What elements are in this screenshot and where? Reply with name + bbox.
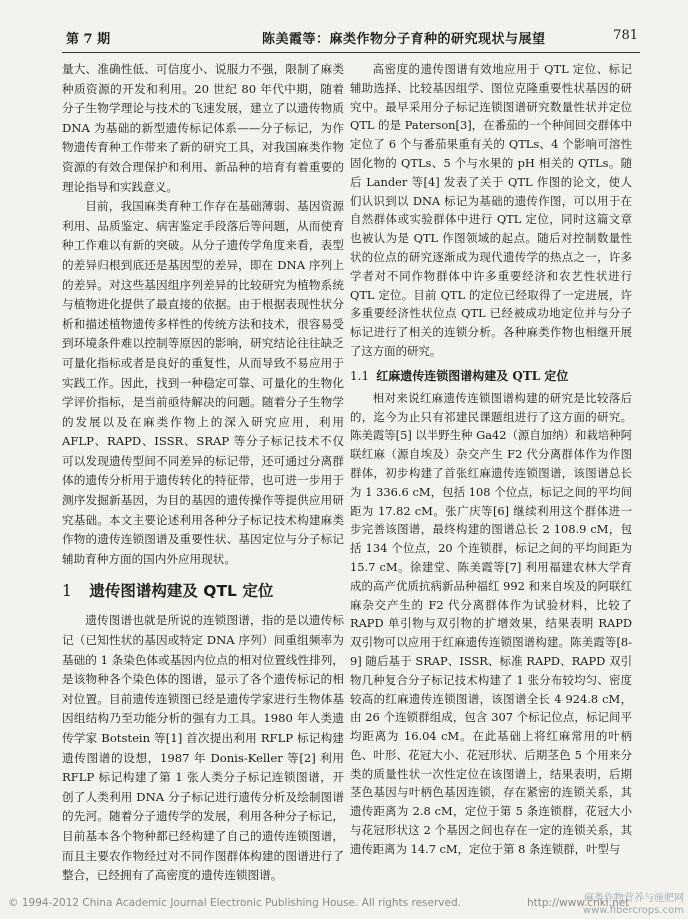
- left-column: [62, 60, 344, 886]
- subsection-heading: [350, 365, 632, 387]
- section-number: 1: [62, 582, 72, 601]
- running-title: 陈美霞等：麻类作物分子育种的研究现状与展望: [262, 32, 546, 47]
- site-link[interactable]: http://www.cnki.net: [527, 897, 630, 909]
- paragraph: 目前，我国麻类育种工作存在基础薄弱、基因资源利用、品质鉴定、病害鉴定手段落后等问题，从而使育种工作难以有新的突破。从分子遗传学角度来看，表型的差异归根到底还是基因型的差异，即在 DNA 序列上的差异。对这些基因组序列差异的比较研究为植物系统与植物进化提供了最直接的依据。由于根据表现性状分析和描述植物遗传多样性的传统方法和技术，很容易受到环境条件难以控制等原因的影响，研究结论往往缺乏可量化指标或者是良好的重复性，从而导致不易应用于实践工作。因此，找到一种稳定可靠、可量化的生物化学评价指标，是当前亟待解决的问题。随着分子生物学的发展以及在麻类作物上的深入研究应用，利用 AFLP、RAPD、ISSR、SRAP 等分子标记技术不仅可以发现遗传型间不同差异的标记带，还可通过分离群体的遗传分析用于遗传转化的特征带，也可进一步用于测序发掘新基因，为目的基因的遗传操作等提供应用研究基础。本文主要论述利用各种分子标记技术构建麻类作物的遗传连锁图谱及重要性状、基因定位与分子标记辅助育种方面的国内外应用现状。: [62, 199, 344, 566]
- copyright-notice: © 1994-2012 China Academic Journal Electronic Publishing House. All rights reserved.: [8, 897, 461, 909]
- issue-number: 第 7 期: [66, 32, 111, 47]
- page-number: 781: [613, 28, 638, 43]
- paragraph: 高密度的遗传图谱有效地应用于 QTL 定位、标记辅助选择、比较基因组学、图位克隆重要性状基因的研究中。最早采用分子标记连锁图谱研究数量性状并定位 QTL 的是 Paterson[3]，在番茄的一个种间回交群体中定位了 6 个与番茄果重有关的 QTLs、4 个影响可溶性固化物的 QTLs、5 个与水果的 pH 相关的 QTLs。随后 Lander 等[4] 发表了关于 QTL 作图的论文，使人们认识到以 DNA 标记为基础的遗传作图，可以用于在自然群体或实验群体中进行 QTL 定位，同时这篇文章也被认为是 QTL 作图领域的起点。随后对控制数量性状的位点的研究逐渐成为现代遗传学的热点之一，许多学者对不同作物群体中许多重要经济和农艺性状进行 QTL 定位。目前 QTL 的定位已经取得了一定进展，许多重要经济性状位点 QTL 已经被成功地定位并与分子标记进行了相关的连锁分析。各种麻类作物也相继开展了这方面的研究。: [350, 62, 632, 358]
- paragraph: 量大、准确性低、可信度小、说服力不强，限制了麻类种质资源的开发和利用。20 世纪 80 年代中期，随着分子生物学理论与技术的飞速发展，建立了以遗传物质 DNA 为基础的新型遗传标记体系——分子标记，为作物遗传育种工作带来了新的研究工具，对我国麻类作物资源的有效合理保护和利用、新品种的培育有着重要的理论指导和实践意义。: [62, 62, 344, 194]
- right-column: [350, 60, 632, 859]
- paragraph: 相对来说红麻遗传连锁图谱构建的研究是比较落后的，迄今为止只有祁建民课题组进行了这方面的研究。陈美霞等[5] 以半野生种 Ga42（源自加纳）和栽培种阿联红麻（源自埃及）杂交产生 F2 代分离群体作为作图群体，初步构建了首张红麻遗传连锁图谱，该图谱总长为 1 336.6 cM，包括 108 个位点，标记之间的平均间距为 17.82 cM。张广庆等[6] 继续利用这个群体进一步完善该图谱，最终构建的图谱总长 2 108.9 cM，包括 134 个位点，20 个连锁群，标记之间的平均间距为 15.7 cM。徐建堂、陈美霞等[7] 利用福建农林大学育成的高产优质抗病新品种福红 992 和来自埃及的阿联红麻杂交产生的 F2 代分离群体作为试验材料，比较了 RAPD 单引物与双引物的扩增效果，结果表明 RAPD 双引物可以应用于红麻遗传连锁图谱构建。陈美霞等[8-9] 随后基于 SRAP、ISSR、标准 RAPD、RAPD 双引物几种复合分子标记技术构建了 1 张分布较均匀、密度较高的红麻遗传连锁图谱，该图谱全长 4 924.8 cM，由 26 个连锁群组成，包含 307 个标记位点，标记间平均距离为 16.04 cM。在此基础上将红麻常用的叶柄色、叶形、花冠大小、花冠形状、后期茎色 5 个用来分类的质量性状一次性定位在该图谱上，结果表明，后期茎色基因与叶柄色基因连锁，存在紧密的连锁关系，其遗传距离为 2.8 cM，定位于第 5 条连锁群，花冠大小与花冠形状这 2 个基因之间也存在一定的连锁关系，其遗传距离为 14.7 cM，定位于第 8 条连锁群，叶型与: [350, 390, 632, 856]
- subsection-number: 1.1: [350, 368, 370, 383]
- section-heading: [62, 579, 344, 603]
- section-title: 遗传图谱构建及 QTL 定位: [89, 582, 274, 601]
- paragraph: 遗传图谱也就是所说的连锁图谱，指的是以遗传标记（已知性状的基因或特定 DNA 序列）间重组频率为基础的 1 条染色体或基因内位点的相对位置线性排列，是该物种各个染色体的图谱，显示了各个遗传标记的相对位置。目前遗传连锁图已经是遗传学家进行生物体基因组结构乃至功能分析的强有力工具。1980 年人类遗传学家 Botstein 等[1] 首次提出利用 RFLP 标记构建遗传图谱的设想，1987 年 Donis-Keller 等[2] 利用 RFLP 标记构建了第 1 张人类分子标记连锁图谱，开创了人类利用 DNA 分子标记进行遗传分析及绘制图谱的先河。随着分子遗传学的发展，利用各种分子标记，目前基本各个物种都已经构建了自己的遗传连锁图谱，而且主要农作物经过对不同作图群体构建的图谱进行了整合，已经拥有了高密度的遗传连锁图谱。: [62, 613, 344, 883]
- watermark-text: 麻类作物营养与施肥网: [584, 893, 684, 904]
- running-header: [62, 22, 640, 53]
- subsection-title: 红麻遗传连锁图谱构建及 QTL 定位: [376, 368, 569, 383]
- watermark-url: www.fibercrops.com: [582, 905, 684, 916]
- watermark: [566, 893, 684, 917]
